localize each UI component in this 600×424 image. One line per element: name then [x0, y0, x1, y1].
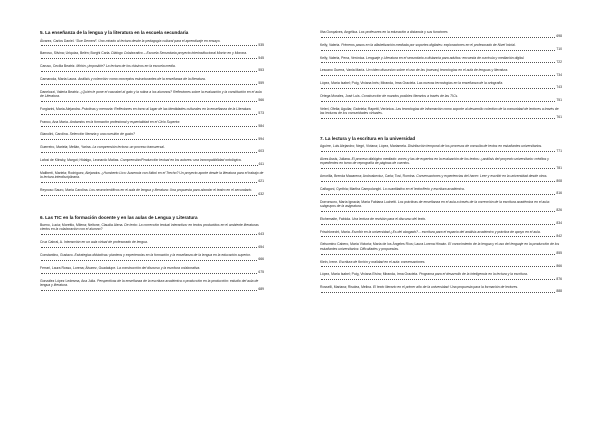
entry-title: El proceso dialógico mediado: voces y las de expertos en la evaluación de los textos: ¿análisis del proyecto universitario: créditos y expedientes en torno de reprografía de páginas de cuentos.	[320, 157, 549, 166]
entry-title: “Due Demeni”. Uno mirado al lectura desde la pedagogía cultural para el aprendizaje en ensayo.	[75, 38, 221, 43]
entry-page-number: 834	[556, 221, 562, 226]
entry-authors: Rosselli, Mariana; Risolea, Melina.	[320, 285, 373, 290]
entry-title: Interacción en un aula virtual de profesorado de lengua.	[63, 240, 148, 245]
entry-authors: Lescano Guerra, Vania María.	[320, 68, 366, 73]
entry-page-number: 826	[556, 208, 562, 213]
dot-leader	[321, 49, 555, 51]
entry-authors: López, María Isabel; Puig, Viviana Elvira; Miranda, Irma Graciela.	[320, 272, 419, 277]
dot-leader	[321, 100, 555, 102]
toc-entry[interactable]	[320, 157, 562, 170]
entry-title: Las nuevas tecnologías en la enseñanza de la ortografía.	[417, 81, 504, 86]
entry-title: Estrategias didácticas: planteos y experiencias en la formación y la enseñanza de la lengua en la educación superior.	[74, 253, 251, 258]
dot-leader	[41, 151, 257, 153]
entry-authors: Gianolini, Carolina.	[40, 132, 69, 137]
entry-page-number: 761	[556, 115, 562, 120]
entry-authors: Alves Assis, Juliana.	[320, 157, 351, 162]
dot-leader	[321, 167, 555, 169]
toc-entry[interactable]	[40, 145, 264, 154]
entry-authors: Carnaroda, María Laura.	[40, 76, 78, 81]
entry-authors: Danelozzi, Valeria Beatriz.	[40, 89, 80, 94]
toc-entry[interactable]	[320, 56, 562, 65]
entry-page-number: 743	[556, 85, 562, 90]
toc-entry[interactable]	[40, 90, 264, 103]
section-6-continued-entries	[320, 30, 562, 120]
entry-authors: Barroso, Silvina; Uriquiza, Belén; Borghi Carla.	[40, 51, 111, 56]
entry-authors: Cruz Cabral, A.	[40, 240, 63, 245]
entry-page-number: 876	[556, 276, 562, 281]
dot-leader	[321, 265, 555, 267]
entry-title: Programa para el desarrollo de la inteligencia en la lectura y la escritura.	[419, 272, 528, 277]
entry-page-number: 842	[556, 233, 562, 238]
entry-title: Selección literaria y una cuestión de gusto?	[69, 132, 136, 137]
dot-leader	[41, 113, 257, 115]
entry-authors: Álvarez, Carlos Daniel.	[40, 38, 75, 43]
entry-title: Construcción de mundos posibles literarios a través de las TICs.	[361, 93, 459, 98]
dot-leader	[321, 117, 555, 119]
dot-leader	[41, 100, 257, 102]
dot-leader	[41, 181, 257, 183]
entry-title: Andamios en la formación profesional y especialidad en el Ciclo Superior.	[69, 119, 181, 124]
entry-title: La construcción del discurso y la escritura colaborativa.	[117, 265, 201, 270]
dot-leader	[41, 233, 257, 235]
entry-title: Análisis y colección: como conceptos estructurantes de la enseñanza de la literatura.	[78, 76, 206, 81]
entry-title: Conversaciones y experiencias del hacer: Leer y escribir en la universidad desde otros.	[416, 174, 548, 179]
entry-page-number: 611	[258, 162, 264, 167]
entry-title: De texto: La corrección textual interactiva: en textos producidos en el ambiente literaturas ciertos en la colaboración con el alumno?	[40, 223, 259, 232]
entry-page-number: 594	[258, 136, 264, 141]
entry-title: Distribución temporal de los procesos de consulta de textos en estudiantes universitarios.	[407, 144, 543, 149]
dot-leader	[41, 164, 258, 166]
entry-authors: López, María Isabel; Puig, Viviana Inés; Miranda, Irma Graciela.	[320, 81, 417, 86]
entry-page-number: 855	[556, 251, 562, 256]
dot-leader	[41, 289, 257, 291]
entry-authors: Lafosi de Klinsky, Margot; Hidalgo, Leonardo Matías.	[40, 157, 120, 162]
toc-entry[interactable]	[320, 285, 562, 294]
entry-page-number: 573	[258, 111, 264, 116]
section-5-entries	[40, 39, 264, 197]
toc-entry[interactable]	[320, 242, 562, 255]
entry-page-number: 866	[556, 263, 562, 268]
entry-authors: Mallbertí, Mariela; Rodríguez, Alejandra.	[40, 170, 101, 175]
entry-title: Lenguaje y Literatura en el secundario a distancia para adultos: encuesta de curricula y mediación digital.	[366, 55, 525, 60]
entry-title: Primeros pasos en la alfabetización mediada por soportes digitales: exploraciones en el profesorado de Nivel Inicial.	[341, 42, 516, 47]
toc-entry[interactable]	[40, 240, 264, 249]
dot-leader	[41, 57, 257, 59]
toc-entry[interactable]	[320, 230, 562, 239]
dot-leader	[41, 259, 257, 261]
entry-authors: Aguirre, Luis Alejandro; Negri, Viviana; López, Mariamela.	[320, 144, 407, 149]
entry-title: ¿Quién le pone el cascabel al gato y la rutina a los alumnos? Reflexiones sobre la evaluación y la constitución en el aula de Literatura.	[40, 89, 262, 99]
dot-leader	[321, 36, 555, 38]
toc-entry[interactable]	[320, 107, 562, 120]
entry-page-number: 771	[556, 148, 562, 153]
dot-leader	[321, 87, 555, 89]
entry-authors: Ferrari, Laura Rosso, Lorena; Álvarez, Guadalupe.	[40, 265, 117, 270]
toc-entry[interactable]	[320, 187, 562, 196]
entry-title: La comprensión lectora: un proceso transversal.	[92, 145, 165, 150]
entry-page-number: 816	[556, 191, 562, 196]
entry-page-number: 643	[258, 231, 264, 236]
entry-page-number: 751	[556, 98, 562, 103]
dot-leader	[321, 193, 555, 195]
toc-entry[interactable]	[320, 43, 562, 52]
toc-entry[interactable]	[40, 120, 264, 129]
dot-leader	[41, 272, 257, 274]
entry-page-number: 621	[258, 179, 264, 184]
entry-title: Perspectivas de la enseñanza de la escritura académica o producción en la producción: estudio del aula de lengua y literatura.	[40, 278, 259, 287]
entry-page-number: 698	[556, 34, 562, 39]
dot-leader	[41, 83, 257, 85]
dot-leader	[41, 44, 257, 46]
entry-authors: Dorronsoro, María Ignacia; María Fabiana Luchetti.	[320, 199, 397, 204]
toc-entry[interactable]	[40, 266, 264, 275]
toc-entry[interactable]	[320, 174, 562, 183]
entry-page-number: 666	[258, 257, 264, 262]
toc-entry[interactable]	[40, 132, 264, 141]
entry-title: Un video discursivo sobre el uso de las (nuevas) tecnologías en el aula de lenguas y literatura.	[366, 68, 509, 73]
toc-entry[interactable]	[320, 260, 562, 269]
toc-entry[interactable]	[40, 223, 264, 236]
entry-page-number: 689	[258, 287, 264, 292]
dot-leader	[321, 253, 555, 255]
toc-entry[interactable]	[320, 144, 562, 153]
dot-leader	[321, 150, 555, 152]
toc-entry[interactable]	[320, 30, 562, 39]
entry-authors: Frischknecht, María.	[320, 229, 351, 234]
entry-authors: Kelly, Valeria.	[320, 42, 341, 47]
section-6-entries	[40, 223, 264, 291]
entry-authors: Ortega Morales, José Luis.	[320, 93, 361, 98]
entry-title: Los neurocientíficos en el aula de lengua y literatura: Una propuesta para abordar el teatro en el secundario.	[89, 187, 253, 192]
section-7-title: 7. La lectura y la escritura en la universidad	[320, 135, 416, 141]
entry-page-number: 632	[258, 192, 264, 197]
entry-authors: Bueno, Lucía; Morettio, Milena; Neltone, Claudia Alena.	[40, 223, 124, 228]
entry-title: ¿Humberto Lico: Ausencia con fútbol en el Trecho? Un proyecto aporte desde la literatura para el trabajo de la lectura interdisciplinaria.	[40, 170, 264, 179]
dot-leader	[41, 125, 257, 127]
dot-leader	[41, 246, 257, 248]
entry-title: Escribir en la universidad ¿Es del abogado?... escritura para el espacio del análisis académico y práctica de apoyo en el aula.	[351, 229, 541, 234]
dot-leader	[41, 194, 257, 196]
toc-entry[interactable]	[320, 272, 562, 281]
entry-authors: Kelly, Valeria, Pena, Verónica.	[320, 55, 366, 60]
section-5-title: 5. La enseñanza de la lengua y la literatura en la escuela secundaria	[40, 30, 189, 35]
entry-authors: Klein, Irene.	[320, 259, 339, 264]
entry-page-number: 808	[556, 178, 562, 183]
entry-title: El texto literario en el primer año de la universidad: Una propuesta para la formación de lectores.	[372, 285, 519, 290]
entry-title: Los profesores en la educación a distancia y sus funciones	[359, 30, 448, 34]
entry-authors: Ilha Gonçalves, Angélica.	[320, 30, 359, 34]
toc-entry[interactable]	[40, 279, 264, 292]
right-column	[320, 30, 562, 298]
entry-page-number: 535	[258, 42, 264, 47]
entry-page-number: 553	[258, 68, 264, 73]
entry-title: Comprensión/Producción textual en los autores: una incompatibilidad ontológica.	[120, 157, 242, 162]
entry-authors: González López Ledesma, Ana Julia.	[40, 278, 96, 283]
dot-leader	[321, 61, 555, 63]
toc-entry[interactable]	[40, 171, 264, 184]
toc-entry[interactable]	[40, 64, 264, 73]
dot-leader	[321, 210, 555, 212]
dot-leader	[321, 235, 555, 237]
dot-leader	[321, 291, 555, 293]
entry-authors: Veleri, Ofelia; Aguilar, Gabriela; Rapetti, Verónica.	[320, 106, 395, 111]
dot-leader	[321, 74, 555, 76]
entry-authors: Constantino, Gustavo.	[40, 253, 74, 258]
toc-entry[interactable]	[40, 253, 264, 262]
section-7-entries	[320, 144, 562, 293]
entry-title: Escritura de ficción y oralidad en el aula: conversaciones.	[339, 259, 426, 264]
toc-entry[interactable]	[40, 158, 264, 167]
entry-authors: Gelsomino Cabero, María Victoria; María de los Ángeles Ríos; Laura Lorena Hincán.	[320, 242, 448, 247]
left-column	[40, 30, 264, 296]
dot-leader	[41, 138, 257, 140]
entry-page-number: 584	[258, 123, 264, 128]
entry-authors: Franco, Ana María.	[40, 119, 69, 124]
entry-page-number: 603	[258, 149, 264, 154]
entry-title: Una lectura de revisión para el discurso del texto.	[351, 216, 427, 221]
entry-title: Los prácticas de enseñanza en el aula a través de la corrección de la escritura académica en el aula: subgrupos de la asignatura.	[320, 199, 550, 209]
section-6-title: 6. Las TIC en la formación docente y en las aulas de Lengua y Literatura	[40, 214, 198, 220]
toc-entry[interactable]	[40, 51, 264, 60]
dot-leader	[321, 278, 555, 280]
entry-page-number: 566	[258, 98, 264, 103]
toc-entry[interactable]	[320, 81, 562, 90]
entry-authors: Amorilla, Brenda Macarena; Andruskevicz, Carla; Tosi, Romina.	[320, 174, 416, 179]
entry-page-number: 654	[258, 244, 264, 249]
entry-authors: Cafiagoni, Cynthia; Martha Campolonghi.	[320, 187, 383, 191]
entry-authors: Caruso, Cecilia Beatriz.	[40, 64, 76, 69]
entry-authors: Reynoso Sauro, María Carolina.	[40, 187, 89, 192]
dot-leader	[321, 223, 555, 225]
entry-title: El conocimiento de la lengua y el uso del lenguaje en la producción de los estudiantes universitarios: Dificultades y propuestas.	[320, 242, 560, 251]
entry-page-number: 734	[556, 72, 562, 77]
entry-title: Diálogo Colaborativo – Escuela Secundaria proyecto interinstitucional Morón en y Morona.	[111, 51, 248, 56]
entry-page-number: 781	[556, 165, 562, 170]
entry-page-number: 675	[258, 270, 264, 275]
entry-title: Lo cuantitativo en el lector/ferio y escritura académica.	[382, 187, 465, 191]
toc-entry[interactable]	[320, 68, 562, 77]
toc-entry[interactable]	[320, 200, 562, 213]
toc-entry[interactable]	[40, 188, 264, 197]
entry-page-number: 559	[258, 81, 264, 86]
entry-page-number: 888	[556, 289, 562, 294]
dot-leader	[41, 70, 257, 72]
toc-entry[interactable]	[40, 107, 264, 116]
toc-entry[interactable]	[40, 77, 264, 86]
entry-authors: Forgiarini, María Alejandra.	[40, 106, 81, 111]
entry-authors: Etchemaite, Fabiola.	[320, 216, 351, 221]
dot-leader	[321, 180, 555, 182]
entry-page-number: 710	[556, 47, 562, 52]
entry-title: Mirión ¿imposible? La lectura de los clásicos en la escuela media.	[76, 64, 176, 69]
entry-authors: Guerreiro, Mariela; Mellán, Yarina.	[40, 145, 92, 150]
toc-entry[interactable]	[320, 217, 562, 226]
toc-entry[interactable]	[320, 94, 562, 103]
entry-page-number: 722	[556, 59, 562, 64]
toc-entry[interactable]	[40, 39, 264, 48]
entry-title: Las tecnologías de información como soporte al desarrollo colectivo de la comunidad de lectores a través de las lecturas de los comunidades virtuales.	[320, 106, 559, 115]
entry-title: Prácticas y memoria: Reflexiones en torno al lugar de las identidades culturales en la enseñanza de la Literatura.	[81, 106, 252, 111]
entry-page-number: 545	[258, 55, 264, 60]
